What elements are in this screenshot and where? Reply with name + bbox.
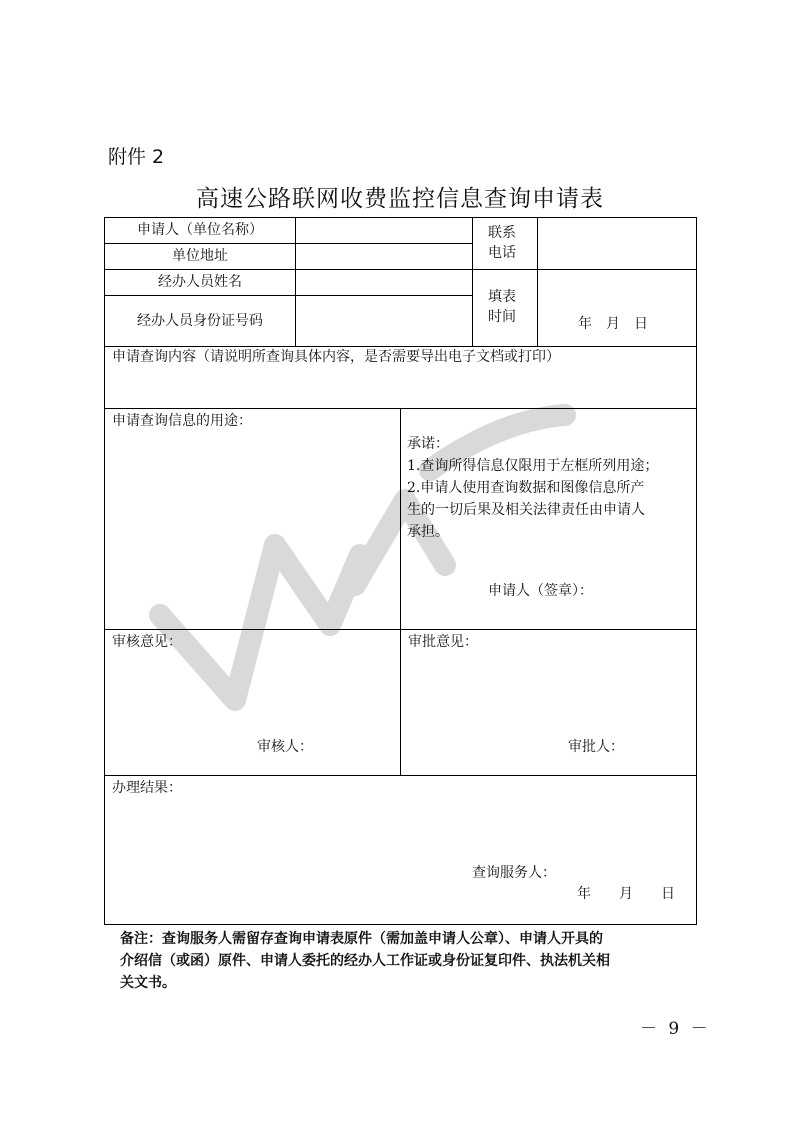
handler-id-field[interactable] <box>296 296 472 346</box>
contact-phone-field[interactable] <box>538 218 696 269</box>
fill-date-label: 填表 时间 <box>488 289 516 325</box>
address-label: 单位地址 <box>172 248 228 264</box>
handler-name-field[interactable] <box>296 270 472 295</box>
applicant-signature-label: 申请人（签章）： <box>488 583 593 599</box>
result-label: 办理结果： <box>112 780 182 796</box>
applicant-label: 申请人（单位名称） <box>137 222 263 238</box>
form-title: 高速公路联网收费监控信息查询申请表 <box>196 186 604 212</box>
remarks-note: 备注：查询服务人需留存查询申请表原件（需加盖申请人公章）、申请人开具的 介绍信（或函）原件、申请人委托的经办人工作证或身份证复印件、执法机关相 关文书。 <box>120 931 610 991</box>
handler-name-label: 经办人员姓名 <box>158 274 242 290</box>
address-field[interactable] <box>296 244 472 269</box>
query-server-label: 查询服务人： <box>472 865 556 881</box>
contact-phone-label: 联系 电话 <box>488 225 516 261</box>
applicant-field[interactable] <box>296 218 472 243</box>
commitment-text: 承诺： 1.查询所得信息仅限用于左框所列用途； 2.申请人使用查询数据和图像信息所产 生的一切后果及相关法律责任由申请人 承担。 <box>407 436 659 540</box>
result-date: 年 月 日 <box>577 886 675 902</box>
fill-date-field[interactable]: 年 月 日 <box>578 316 648 332</box>
approver-label: 审批人： <box>568 739 624 755</box>
handler-id-label: 经办人员身份证号码 <box>137 313 263 329</box>
page-number: － 9 － <box>640 1019 711 1039</box>
purpose-label: 申请查询信息的用途： <box>112 413 252 429</box>
reviewer-label: 审核人： <box>257 739 313 755</box>
attachment-label: 附件 2 <box>108 146 165 168</box>
review-opinion-label: 审核意见： <box>112 634 182 650</box>
approval-opinion-label: 审批意见： <box>408 634 478 650</box>
query-content-label: 申请查询内容（请说明所查询具体内容，是否需要导出电子文档或打印） <box>112 349 560 365</box>
